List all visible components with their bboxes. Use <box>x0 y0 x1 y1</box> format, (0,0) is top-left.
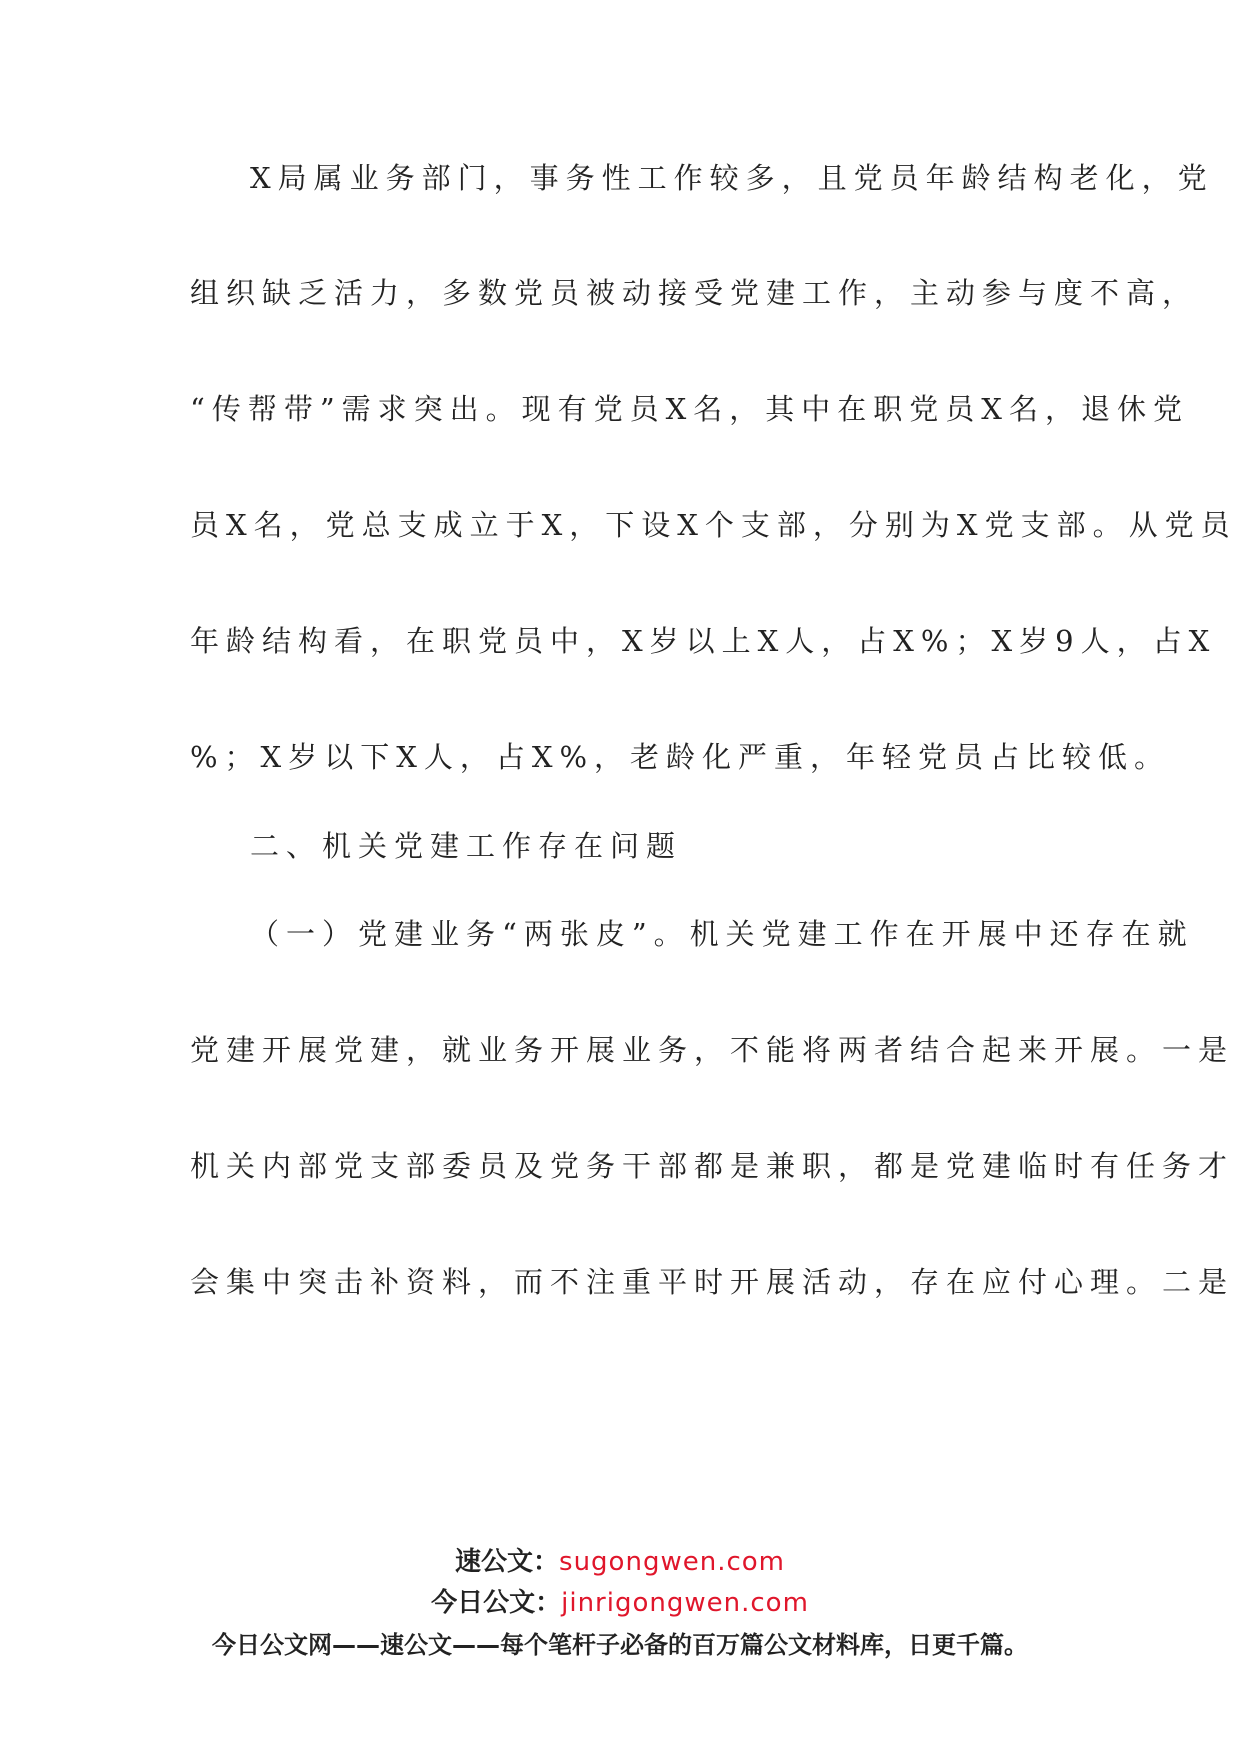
paragraph-line-10: 机关内部党支部委员及党务干部都是兼职，都是党建临时有任务才 <box>190 1149 1235 1183</box>
paragraph-line-1: X局属业务部门，事务性工作较多，且党员年龄结构老化，党 <box>250 161 1214 195</box>
section-heading: 二、机关党建工作存在问题 <box>250 829 683 863</box>
paragraph-line-5: 年龄结构看，在职党员中，X岁以上X人，占X%；X岁9人，占X <box>190 624 1217 658</box>
paragraph-line-4: 员X名，党总支成立于X，下设X个支部，分别为X党支部。从党员 <box>190 508 1237 542</box>
paragraph-line-2: 组织缺乏活力，多数党员被动接受党建工作，主动参与度不高， <box>190 276 1199 310</box>
paragraph-line-3: “传帮带”需求突出。现有党员X名，其中在职党员X名，退休党 <box>190 392 1189 426</box>
footer-sugongwen <box>0 1545 1240 1579</box>
paragraph-line-6: %；X岁以下X人，占X%，老龄化严重，年轻党员占比较低。 <box>190 740 1171 774</box>
footer-jinrigongwen-link[interactable]: jinrigongwen.com <box>561 1588 809 1618</box>
footer-jinrigongwen <box>0 1586 1240 1620</box>
paragraph-line-11: 会集中突击补资料，而不注重平时开展活动，存在应付心理。二是 <box>190 1265 1235 1299</box>
footer-sugongwen-label: 速公文： <box>455 1547 560 1577</box>
paragraph-line-9: 党建开展党建，就业务开展业务，不能将两者结合起来开展。一是 <box>190 1033 1235 1067</box>
footer-sugongwen-link[interactable]: sugongwen.com <box>559 1547 785 1577</box>
footer-tagline: 今日公文网——速公文——每个笔杆子必备的百万篇公文材料库，日更千篇。 <box>212 1631 1028 1659</box>
paragraph-line-8: （一）党建业务“两张皮”。机关党建工作在开展中还存在就 <box>250 917 1194 951</box>
footer-jinrigongwen-label: 今日公文： <box>431 1588 562 1618</box>
